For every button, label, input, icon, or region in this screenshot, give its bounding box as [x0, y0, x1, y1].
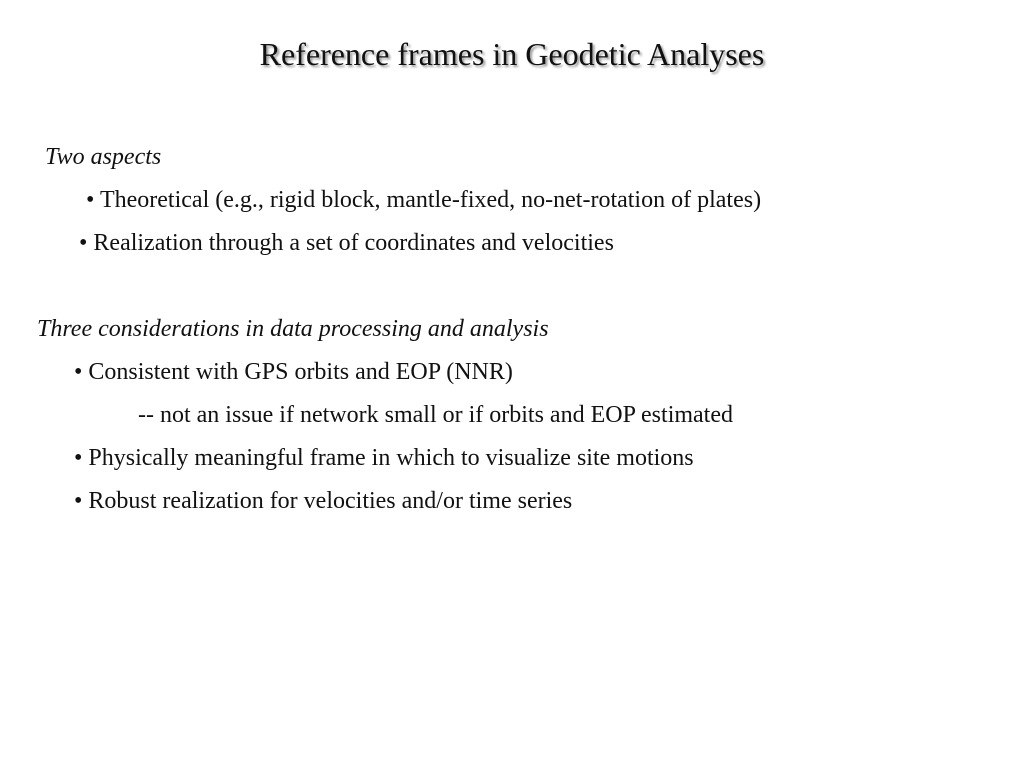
section-heading-three-considerations: Three considerations in data processing and analysis — [37, 316, 549, 342]
slide-title: Reference frames in Geodetic Analyses — [259, 36, 765, 72]
sub-item-not-an-issue: -- not an issue if network small or if orbits and EOP estimated — [138, 402, 733, 428]
bullet-robust-realization: • Robust realization for velocities and/or time series — [74, 488, 573, 514]
bullet-physically-meaningful: • Physically meaningful frame in which to visualize site motions — [74, 445, 694, 471]
bullet-realization: • Realization through a set of coordinates and velocities — [79, 230, 614, 256]
bullet-consistent-gps-orbits: • Consistent with GPS orbits and EOP (NNR) — [74, 359, 513, 385]
bullet-theoretical: • Theoretical (e.g., rigid block, mantle-fixed, no-net-rotation of plates) — [86, 187, 762, 213]
section-heading-two-aspects: Two aspects — [45, 144, 162, 170]
